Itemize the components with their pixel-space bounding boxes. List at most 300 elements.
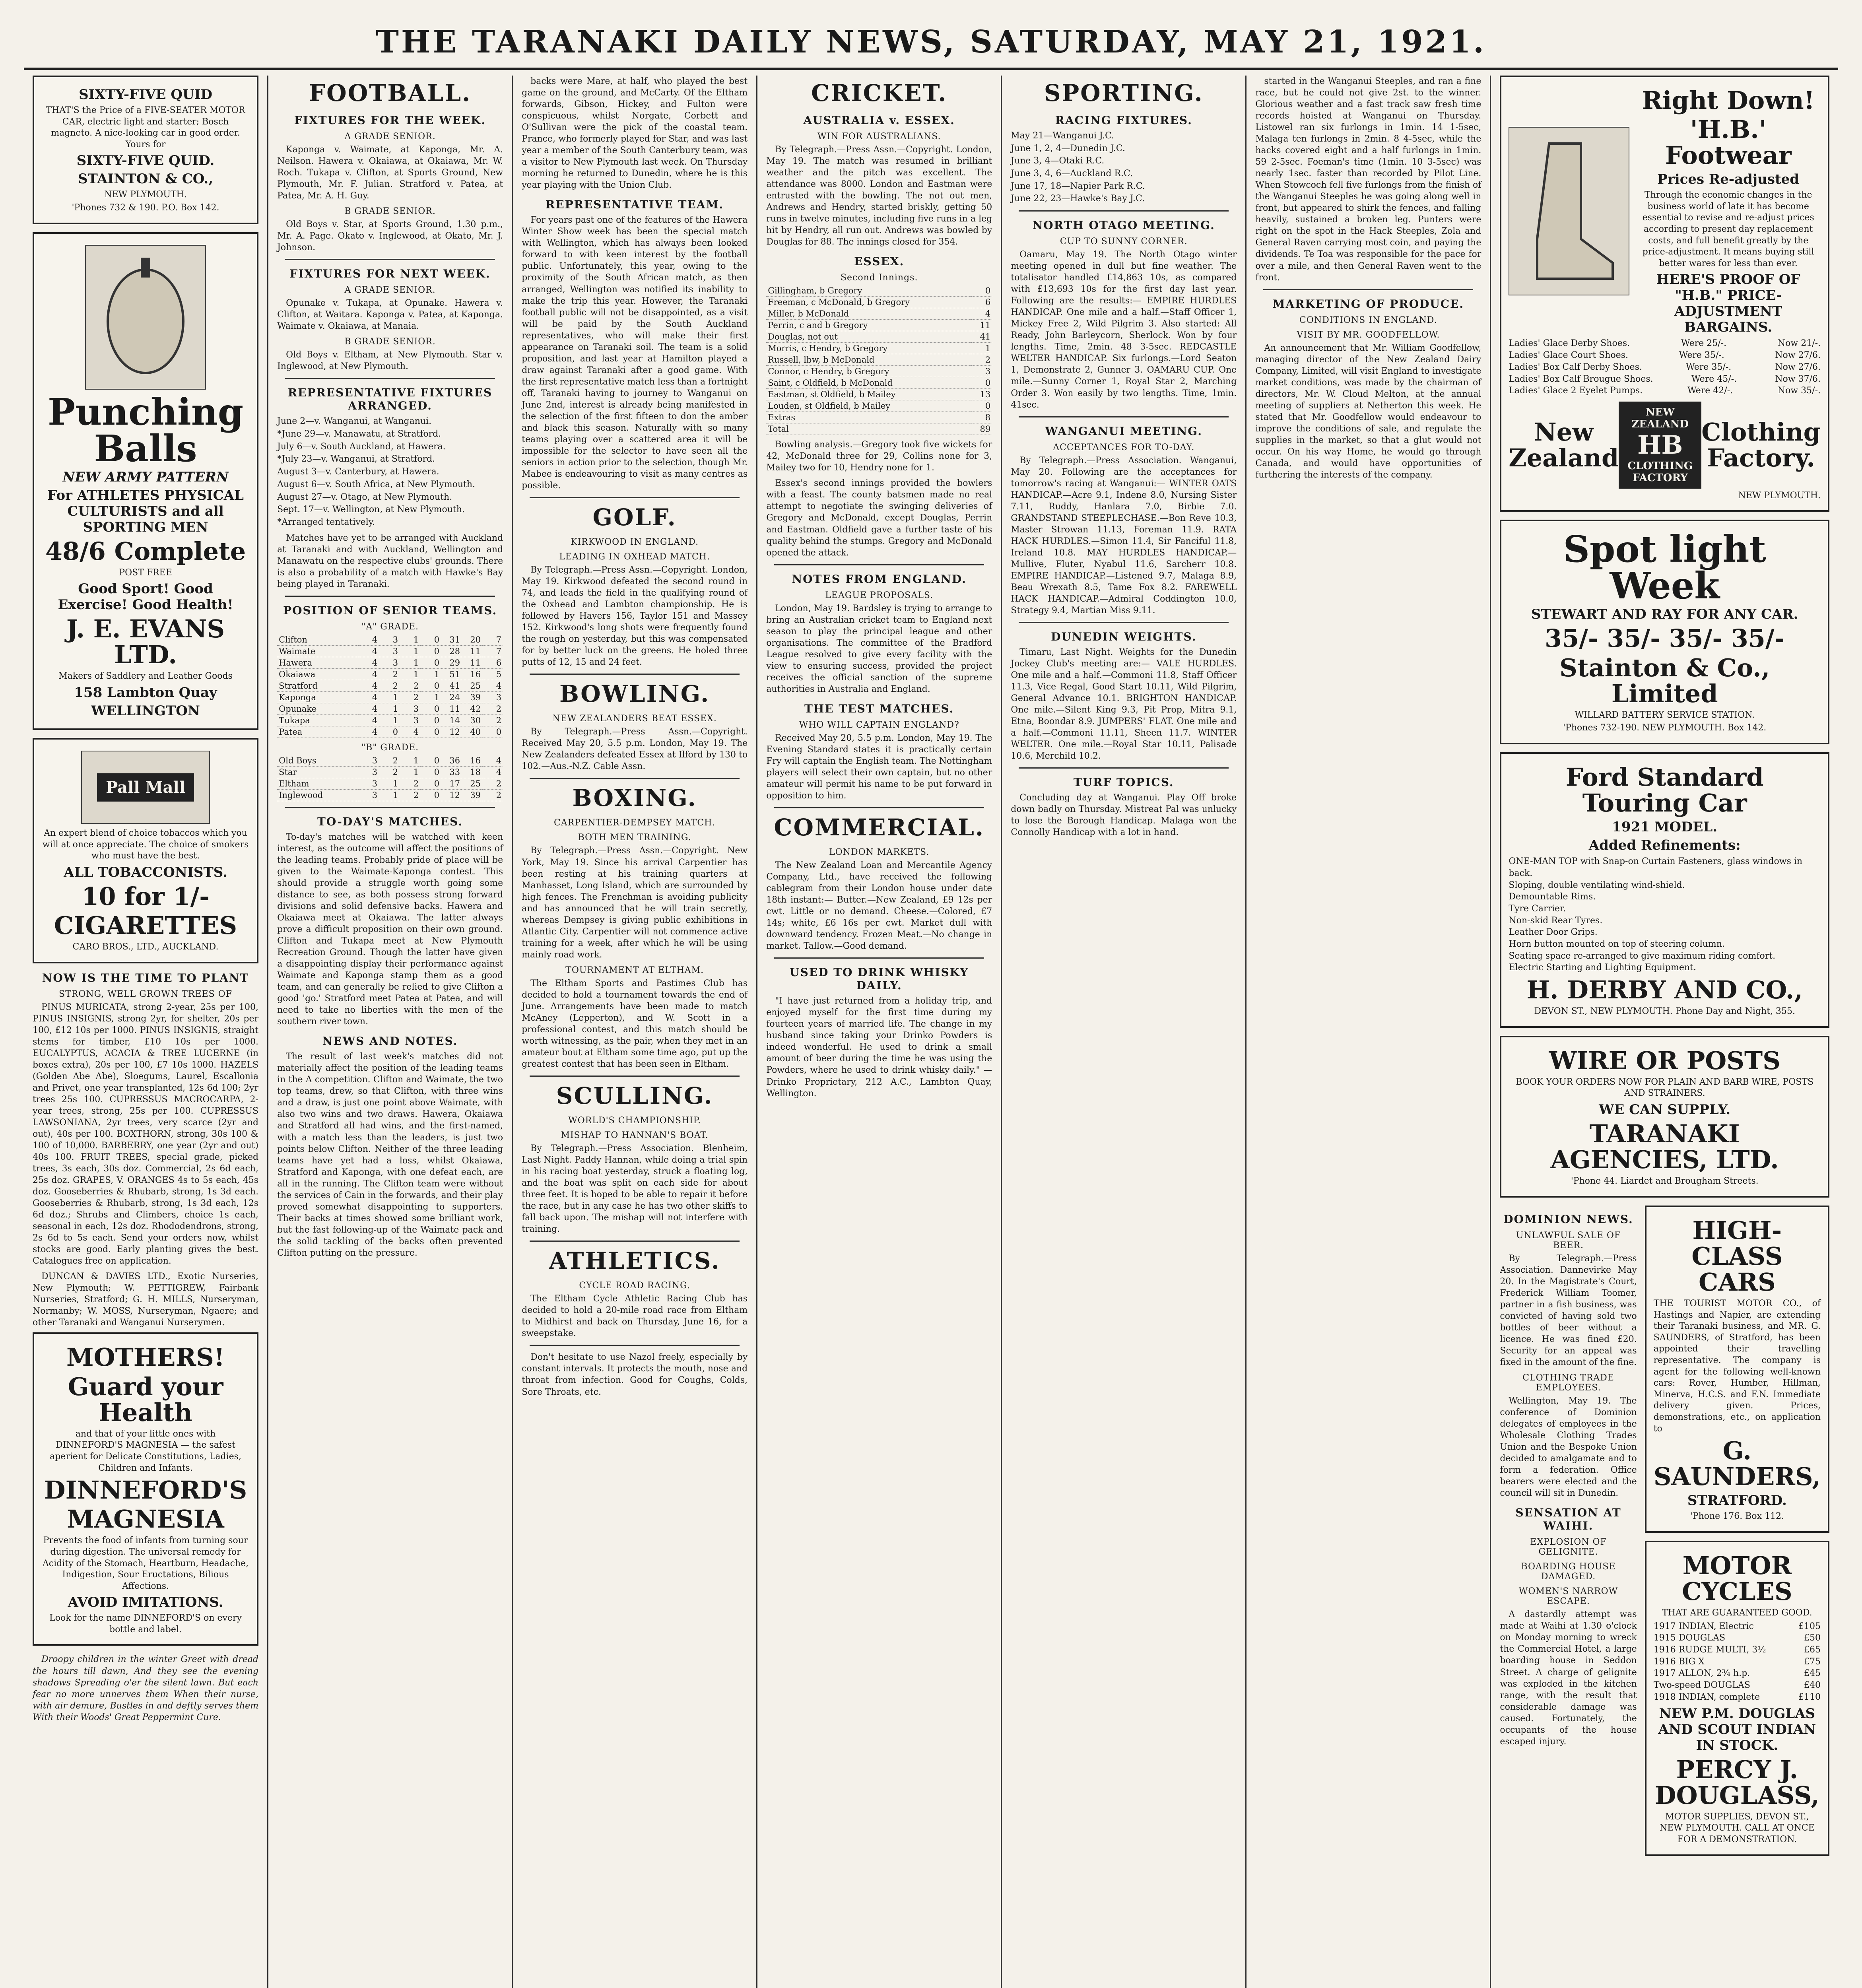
table-cell: 4 bbox=[358, 691, 379, 703]
price-now: Now 21/-. bbox=[1777, 338, 1821, 349]
table-cell: 1 bbox=[379, 714, 400, 726]
table-cell: 36 bbox=[441, 755, 462, 767]
poem: Droopy children in the winter Greet with dread the hours till dawn, And they see the evening shadows Spreading o'er the silent lawn. But each fear no more unnerves them When their nurse, with air demure, Bustles in and deftly serves them With their Woods' Great Peppermint Cure. bbox=[33, 1654, 259, 1722]
table-row bbox=[766, 320, 992, 331]
column-ads bbox=[1491, 76, 1838, 1988]
plant-firm: DUNCAN & DAVIES LTD., Exotic Nurseries, New Plymouth; W. PETTIGREW, Fairbank Nurseries, Stratford; G. H. MILLS, Nurseryman, Normanby; W. MOSS, Nurseryman, Ngaere; and other Taranaki and Wanganui Nurserymen. bbox=[33, 1272, 259, 1328]
table-cell: 1 bbox=[971, 343, 992, 354]
table-cell: 0 bbox=[482, 726, 503, 738]
table-cell: Waimate bbox=[277, 645, 358, 657]
waihi-sub2: BOARDING HOUSE DAMAGED. bbox=[1521, 1562, 1616, 1582]
racing-fixtures-list bbox=[1011, 130, 1237, 205]
table-row bbox=[766, 423, 992, 435]
hb-logo-bottom: CLOTHING FACTORY bbox=[1627, 460, 1693, 484]
ford-addr: DEVON ST., NEW PLYMOUTH. Phone Day and Night, 355. bbox=[1534, 1006, 1796, 1017]
table-row bbox=[766, 331, 992, 343]
divider bbox=[285, 807, 495, 808]
b-grade-heading: "B" GRADE. bbox=[361, 742, 419, 753]
price-now: Now 35/-. bbox=[1777, 386, 1821, 396]
waihi-sub: EXPLOSION OF GELIGNITE. bbox=[1530, 1537, 1607, 1557]
moto-title: MOTOR CYCLES bbox=[1682, 1551, 1792, 1606]
table-cell: 17 bbox=[441, 778, 462, 789]
table-row bbox=[277, 703, 503, 714]
moto-item: 1915 DOUGLAS bbox=[1653, 1633, 1726, 1643]
table-cell: 4 bbox=[358, 645, 379, 657]
table-cell: 2 bbox=[400, 778, 420, 789]
table-cell: 3 bbox=[400, 714, 420, 726]
produce-body: An announcement that Mr. William Goodfellow, managing director of the New Zealand Dairy Company, Limited, will visit England to investigate market conditions, was made by the chairman of directors, Mr. W. Cloud Melton, at the annual meeting of suppliers at Netherton this week. He stated that Mr. Goodfellow would endeavour to improve the conditions of sale, and regulate the supplies in the market, so that a glut would not occur. On his way Home, he would go through Canada, and would have opportunities of furthering the interests of the company. bbox=[1255, 343, 1481, 480]
mag-look: Look for the name DINNEFORD'S on every bottle and label. bbox=[49, 1613, 242, 1635]
todays-matches-heading: TO-DAY'S MATCHES. bbox=[317, 815, 463, 828]
spot-sub: STEWART AND RAY FOR ANY CAR. bbox=[1531, 606, 1798, 623]
table-cell: 1 bbox=[400, 766, 420, 778]
athletics-body: The Eltham Cycle Athletic Racing Club has decided to hold a 20-mile road race from Eltham to Midhirst and back on Thursday, June 16, for a sweepstake. bbox=[522, 1294, 748, 1339]
table-cell: Opunake bbox=[277, 703, 358, 714]
moto-item: 1916 RUDGE MULTI, 3½ bbox=[1653, 1645, 1766, 1655]
moto-sub: THAT ARE GUARANTEED GOOD. bbox=[1662, 1608, 1812, 1618]
price-was: Were 42/-. bbox=[1687, 386, 1733, 396]
next-b-heading: B GRADE SENIOR. bbox=[344, 337, 436, 347]
list-item: Sloping, double ventilating wind-shield. bbox=[1509, 880, 1685, 890]
ford-firm: H. DERBY AND CO., bbox=[1526, 975, 1803, 1004]
list-item bbox=[1509, 361, 1821, 373]
commercial-title: COMMERCIAL. bbox=[774, 814, 985, 841]
table-cell: 16 bbox=[462, 668, 482, 680]
list-item: Sept. 17—v. Wellington, at New Plymouth. bbox=[277, 505, 465, 515]
table-cell: Morris, c Hendry, b Gregory bbox=[766, 343, 971, 354]
table-cell: 3 bbox=[379, 634, 400, 646]
table-row bbox=[766, 308, 992, 320]
table-row bbox=[277, 714, 503, 726]
ad-motor-cycles bbox=[1645, 1541, 1829, 1856]
ad-car-heading: SIXTY-FIVE QUID bbox=[79, 87, 212, 103]
boxing-heading: CARPENTIER-DEMPSEY MATCH. bbox=[553, 818, 716, 828]
ad-pm-cig: CIGARETTES bbox=[54, 911, 237, 940]
boxing-sub: BOTH MEN TRAINING. bbox=[578, 833, 691, 843]
ad-car-firm: STAINTON & CO., bbox=[78, 171, 214, 187]
table-cell: Connor, c Hendry, b Gregory bbox=[766, 366, 971, 377]
table-cell: 41 bbox=[971, 331, 992, 343]
divider bbox=[1019, 416, 1229, 417]
table-cell: 12 bbox=[441, 726, 462, 738]
spot-firm: Stainton & Co., Limited bbox=[1559, 653, 1770, 708]
ad-pm-all: ALL TOBACCONISTS. bbox=[64, 864, 227, 880]
moto-price: £110 bbox=[1798, 1692, 1821, 1702]
table-cell: 0 bbox=[379, 726, 400, 738]
bowling-title: BOWLING. bbox=[559, 680, 710, 708]
table-cell: Okaiawa bbox=[277, 668, 358, 680]
moto-new: NEW P.M. DOUGLAS AND SCOUT INDIAN IN STOCK. bbox=[1658, 1705, 1816, 1753]
price-item: Ladies' Glace 2 Eyelet Pumps. bbox=[1509, 386, 1643, 396]
table-cell: 5 bbox=[482, 668, 503, 680]
table-cell: 30 bbox=[462, 714, 482, 726]
table-cell: 2 bbox=[971, 354, 992, 366]
list-item: August 6—v. South Africa, at New Plymouth. bbox=[277, 479, 475, 489]
table-cell: 4 bbox=[482, 766, 503, 778]
table-cell: 39 bbox=[462, 691, 482, 703]
table-cell: 0 bbox=[420, 766, 441, 778]
table-cell: 7 bbox=[482, 645, 503, 657]
divider bbox=[1019, 622, 1229, 623]
table-row bbox=[766, 389, 992, 400]
clothing-body: Wellington, May 19. The conference of Dominion delegates of employees in the Wholesale Clothing Trades Union and the Bespoke Union decided to amalgamate and to form a federation. Office bearers were elected and the council will sit in Dunedin. bbox=[1500, 1396, 1637, 1499]
divider bbox=[530, 1241, 740, 1242]
sporting-title: SPORTING. bbox=[1044, 80, 1204, 107]
commercial-body: The New Zealand Loan and Mercantile Agency Company, Ltd., have received the following cablegram from their London house under date 18th instant:— Butter.—New Zealand, £9 12s per cwt. Little or no demand. Cheese.—Colored, £7 14s; white, £6 16s per cwt. Market dull with downward tendency. Frozen Meat.—No change in market. Tallow.—Good demand. bbox=[766, 860, 992, 951]
hb-title: 'H.B.' Footwear bbox=[1665, 115, 1792, 170]
athletics-title: ATHLETICS. bbox=[549, 1247, 720, 1275]
list-item bbox=[1509, 385, 1821, 397]
price-was: Were 45/-. bbox=[1691, 374, 1737, 384]
table-row bbox=[277, 645, 503, 657]
hb-body: Through the economic changes in the business world of late it has become essential to revise and re-adjust prices according to present day replacement costs, and full benefit greatly by the price-adjustment. It means buying still better wares for less than ever. bbox=[1642, 190, 1814, 268]
ad-pm-price: 10 for 1/- bbox=[82, 881, 210, 911]
list-item: July 6—v. South Auckland, at Hawera. bbox=[277, 441, 446, 452]
list-item bbox=[1654, 1644, 1821, 1656]
table-cell: 4 bbox=[358, 634, 379, 646]
waihi-body: A dastardly attempt was made at Waihi at 1.30 o'clock on Monday morning to wreck the Commercial Hotel, a large boarding house in Seddon Street. A charge of gelignite was exploded in the kitchen range, with the result that considerable damage was caused. Fortunately, the occupants of the house escaped injury. bbox=[1500, 1609, 1637, 1747]
masthead-title: THE TARANAKI DAILY NEWS, SATURDAY, MAY 21, 1921. bbox=[375, 23, 1487, 60]
table-cell: 1 bbox=[379, 703, 400, 714]
table-cell: 3 bbox=[379, 657, 400, 668]
table-row bbox=[766, 354, 992, 366]
table-cell: 0 bbox=[420, 714, 441, 726]
ad-balls-for: For ATHLETES PHYSICAL CULTURISTS and all SPORTING MEN bbox=[47, 487, 244, 535]
moto-price: £65 bbox=[1804, 1645, 1821, 1655]
cars-town: STRATFORD. bbox=[1687, 1493, 1787, 1509]
tourn-body: The Eltham Sports and Pastimes Club has decided to hold a tournament towards the end of June. Arrangements have been made to match McAney (Lepperton), and W. Scott in a professional contest, and this match should be worth witnessing, as the pair, when they met in an amateur bout at Eltham some time ago, put up the greatest contest that has been seen in Eltham. bbox=[522, 978, 748, 1069]
table-cell: Saint, c Oldfield, b McDonald bbox=[766, 377, 971, 389]
table-cell: Kaponga bbox=[277, 691, 358, 703]
table-cell: 51 bbox=[441, 668, 462, 680]
mag-avoid: AVOID IMITATIONS. bbox=[68, 1594, 223, 1611]
wanganui-sub: ACCEPTANCES FOR TO-DAY. bbox=[1053, 442, 1195, 452]
table-cell: Douglas, not out bbox=[766, 331, 971, 343]
table-cell: 4 bbox=[358, 703, 379, 714]
table-cell: 1 bbox=[379, 778, 400, 789]
divider bbox=[1019, 767, 1229, 769]
hb-left: New Zealand bbox=[1509, 417, 1619, 473]
table-row bbox=[277, 778, 503, 789]
sculling-title: SCULLING. bbox=[556, 1082, 713, 1110]
hb-heading: Right Down! bbox=[1642, 86, 1815, 115]
list-item: June 2—v. Wanganui, at Wanganui. bbox=[277, 416, 432, 427]
table-cell: 1 bbox=[400, 657, 420, 668]
test-body: Received May 20, 5.5 p.m. London, May 19. The Evening Standard states it is practically certain Fry will captain the English team. The Nottingham players will select their own captain, but no other amateur will permit his name to be put forward in opposition to him. bbox=[766, 733, 992, 801]
next-b-body: Old Boys v. Eltham, at New Plymouth. Star v. Inglewood, at New Plymouth. bbox=[277, 350, 503, 372]
table-cell: 0 bbox=[420, 645, 441, 657]
athletics-heading: CYCLE ROAD RACING. bbox=[579, 1281, 690, 1291]
sculling-heading: WORLD'S CHAMPIONSHIP. bbox=[568, 1116, 701, 1126]
list-item bbox=[1509, 349, 1821, 361]
table-cell: 0 bbox=[420, 703, 441, 714]
cricket-heading: AUSTRALIA v. ESSEX. bbox=[803, 114, 955, 127]
essex-scorecard bbox=[766, 285, 992, 435]
football-title: FOOTBALL. bbox=[309, 80, 472, 107]
turf-body: Concluding day at Wanganui. Play Off broke down badly on Thursday. Mistreat Pal was unlucky to lose the Borough Handicap. Malaga won the Connolly Handicap with a lot in hand. bbox=[1011, 793, 1237, 838]
next-a-body: Opunake v. Tukapa, at Opunake. Hawera v. Clifton, at Waitara. Kaponga v. Patea, at Kaponga. Waimate v. Okaiawa, at Manaia. bbox=[277, 298, 503, 332]
ford-title: Ford Standard Touring Car bbox=[1565, 762, 1764, 818]
todays-matches-body: To-day's matches will be watched with keen interest, as the outcome will affect the positions of the leading teams. Probably pride of place will be given to the Waimate-Kaponga contest. This should provide a struggle worth going some distance to see, as both possess strong forward divisions and solid defensive backs. Hawera and Okaiawa meet at Okaiawa. The latter always prove a difficult proposition on their own ground. Clifton and Tukapa meet at New Plymouth Recreation Ground. Though the latter have given a disappointing display their performance against Waimate and Kaponga stamp them as a good team, and can generally be relied to give Clifton a good 'go.' Stratford meet Patea at Patea, and will need to take no liberties with the men of the southern river town. bbox=[277, 832, 503, 1027]
table-row bbox=[277, 680, 503, 691]
a-senior-heading: A GRADE SENIOR. bbox=[344, 132, 436, 142]
table-cell: Eastman, st Oldfield, b Mailey bbox=[766, 389, 971, 400]
hb-logo: HB bbox=[1637, 430, 1683, 460]
list-item: June 22, 23—Hawke's Bay J.C. bbox=[1011, 194, 1145, 204]
mag-body2: Prevents the food of infants from turning sour during digestion. The universal remedy for Acidity of the Stomach, Heartburn, Headache, Indigestion, Sour Eructations, Bilious Affections. bbox=[42, 1536, 249, 1591]
mag-brand2: MAGNESIA bbox=[67, 1505, 224, 1534]
table-cell: 25 bbox=[462, 778, 482, 789]
a-grade-table bbox=[277, 634, 503, 738]
moto-price: £75 bbox=[1804, 1656, 1821, 1667]
list-item: ONE-MAN TOP with Snap-on Curtain Fasteners, glass windows in back. bbox=[1509, 856, 1803, 878]
golf-title: GOLF. bbox=[592, 504, 677, 531]
plant-heading: NOW IS THE TIME TO PLANT bbox=[42, 971, 249, 984]
test-sub: WHO WILL CAPTAIN ENGLAND? bbox=[799, 720, 959, 730]
price-item: Ladies' Box Calf Brougue Shoes. bbox=[1509, 374, 1653, 384]
table-cell: 3 bbox=[400, 703, 420, 714]
table-cell: 39 bbox=[462, 789, 482, 801]
table-row bbox=[766, 377, 992, 389]
divider bbox=[285, 259, 495, 260]
price-now: Now 37/6. bbox=[1775, 374, 1821, 384]
table-cell: Hawera bbox=[277, 657, 358, 668]
hb-price-list bbox=[1509, 338, 1821, 396]
table-cell: 2 bbox=[482, 703, 503, 714]
ad-balls-sub: NEW ARMY PATTERN bbox=[62, 469, 229, 485]
table-cell: 1 bbox=[400, 645, 420, 657]
ad-car-body: THAT'S the Price of a FIVE-SEATER MOTOR CAR, electric light and starter; Bosch magneto. A nice-looking car in good order. Yours for bbox=[46, 105, 245, 149]
table-cell: 1 bbox=[379, 691, 400, 703]
table-cell: 12 bbox=[441, 789, 462, 801]
football-cont-body: backs were Mare, at half, who played the best game on the ground, and McCarty. Of the Eltham forwards, Gibson, Hickey, and Fulton were conspicuous, whilst Norgate, Corbett and O'Sullivan were the pick of the coastal team. Prance, who formerly played for Star, and was last year a member of the South Canterbury team, was a visitor to New Plymouth last week. On Thursday morning he returned to Dunedin, where he is this year playing with the Union Club. bbox=[522, 76, 748, 190]
table-cell: 42 bbox=[462, 703, 482, 714]
list-item bbox=[1509, 373, 1821, 385]
list-item bbox=[1654, 1621, 1821, 1633]
table-cell: 4 bbox=[400, 726, 420, 738]
table-cell: 0 bbox=[420, 634, 441, 646]
table-cell: 4 bbox=[971, 308, 992, 320]
table-cell: 6 bbox=[971, 297, 992, 308]
table-cell: 41 bbox=[441, 680, 462, 691]
list-item: *July 23—v. Wanganui, at Stratford. bbox=[277, 454, 435, 464]
table-cell: 18 bbox=[462, 766, 482, 778]
wanganui-body: By Telegraph.—Press Association. Wanganui, May 20. Following are the acceptances for tomorrow's racing at Wanganui:— WINTER OATS HANDICAP.—Acre 9.1, Indene 8.0, Nursing Sister 7.11, Ruddy, Hanlara 7.0, Birbie 7.0. GRANDSTAND STEEPLECHASE.—Bon Reve 10.3, Master Strowan 11.13, Foreman 11.9. RATA HACK HURDLES.—Simon 11.4, Sir Fanciful 11.8, Ireland 10.8. MAY HURDLES HANDICAP.—Mullive, Fluter, Nyabul 11.6, Sarcherr 10.8. EMPIRE HANDICAP.—Listened 9.7, Malaga 8.9, Beau Wrexath 8.5, Tame Fox 8.2. FAREWELL HACK HANDICAP.—Admiral Coddington 10.0, Strategy 9.4, Martian Miss 9.11. bbox=[1011, 455, 1237, 615]
ad-ford bbox=[1500, 752, 1829, 1028]
spot-title: Spot light Week bbox=[1563, 528, 1766, 608]
a-grade-heading: "A" GRADE. bbox=[361, 621, 419, 632]
divider bbox=[774, 807, 984, 808]
table-cell: Eltham bbox=[277, 778, 358, 789]
wire-firm: TARANAKI AGENCIES, LTD. bbox=[1550, 1119, 1779, 1175]
mag-body: and that of your little ones with DINNEFORD'S MAGNESIA — the safest aperient for Delicate Constitutions, Ladies, Children and Infants. bbox=[50, 1429, 241, 1473]
moto-item: 1917 INDIAN, Electric bbox=[1653, 1621, 1754, 1631]
price-was: Were 35/-. bbox=[1679, 350, 1724, 361]
list-item bbox=[1654, 1632, 1821, 1644]
table-cell: 2 bbox=[379, 766, 400, 778]
moto-price: £45 bbox=[1804, 1668, 1821, 1679]
racing-heading: RACING FIXTURES. bbox=[1055, 114, 1192, 127]
table-row bbox=[766, 285, 992, 297]
cricket-analysis: Bowling analysis.—Gregory took five wickets for 42, McDonald three for 29, Collins none for 3, Mailey two for 10, Hendry none for 1. bbox=[766, 440, 992, 473]
divider bbox=[530, 1345, 740, 1346]
golf-heading: KIRKWOOD IN ENGLAND. bbox=[571, 537, 699, 547]
table-cell: Freeman, c McDonald, b Gregory bbox=[766, 297, 971, 308]
divider bbox=[530, 778, 740, 779]
price-item: Ladies' Glace Court Shoes. bbox=[1509, 350, 1629, 361]
divider bbox=[285, 596, 495, 597]
table-cell: 3 bbox=[358, 778, 379, 789]
table-cell: 7 bbox=[482, 634, 503, 646]
table-cell: Miller, b McDonald bbox=[766, 308, 971, 320]
boxing-title: BOXING. bbox=[572, 784, 697, 812]
ad-balls-slogan: Good Sport! Good Exercise! Good Health! bbox=[58, 581, 233, 613]
commercial-heading: LONDON MARKETS. bbox=[829, 847, 930, 858]
produce-sub2: VISIT BY MR. GOODFELLOW. bbox=[1297, 330, 1440, 340]
wire-supply: WE CAN SUPPLY. bbox=[1599, 1101, 1731, 1118]
table-cell: 3 bbox=[358, 766, 379, 778]
table-row bbox=[766, 412, 992, 423]
masthead bbox=[24, 16, 1838, 70]
whisky-body: "I have just returned from a holiday trip, and enjoyed myself for the first time during my fourteen years of married life. The change in my husband since taking your Drinko Powders is indeed wonderful. He used to drink a small amount of beer during the time he was using the Powders, where he used to drink whisky daily." — Drinko Proprietary, 212 A.C., Lambton Quay, Wellington. bbox=[766, 996, 992, 1099]
table-cell: 25 bbox=[462, 680, 482, 691]
table-cell: 2 bbox=[482, 778, 503, 789]
plant-sub: STRONG, WELL GROWN TREES OF bbox=[59, 989, 233, 999]
table-cell: 1 bbox=[420, 691, 441, 703]
column-4 bbox=[757, 76, 1002, 1988]
table-row bbox=[277, 668, 503, 680]
table-cell: 13 bbox=[971, 389, 992, 400]
table-cell: 2 bbox=[379, 680, 400, 691]
table-cell: 0 bbox=[420, 726, 441, 738]
ad-car-town: NEW PLYMOUTH. bbox=[104, 190, 187, 200]
moto-price: £40 bbox=[1804, 1680, 1821, 1691]
hb-town: NEW PLYMOUTH. bbox=[1738, 490, 1821, 501]
table-cell: 0 bbox=[971, 285, 992, 297]
produce-heading: MARKETING OF PRODUCE. bbox=[1272, 297, 1464, 311]
table-cell: 0 bbox=[420, 657, 441, 668]
table-cell: Extras bbox=[766, 412, 971, 423]
divider bbox=[774, 957, 984, 959]
divider bbox=[530, 1076, 740, 1077]
table-cell: 16 bbox=[462, 755, 482, 767]
list-item: Tyre Carrier. bbox=[1509, 903, 1566, 914]
produce-sub: CONDITIONS IN ENGLAND. bbox=[1299, 315, 1437, 325]
otago-sub: CUP TO SUNNY CORNER. bbox=[1060, 237, 1188, 247]
table-cell: Inglewood bbox=[277, 789, 358, 801]
table-cell: 2 bbox=[400, 789, 420, 801]
spot-station: WILLARD BATTERY SERVICE STATION. bbox=[1575, 710, 1755, 720]
notes-sub: LEAGUE PROPOSALS. bbox=[825, 590, 934, 600]
column-1 bbox=[24, 76, 268, 1988]
price-now: Now 27/6. bbox=[1775, 350, 1821, 361]
moto-item: Two-speed DOUGLAS bbox=[1653, 1680, 1750, 1691]
table-cell: 0 bbox=[420, 778, 441, 789]
table-cell: 1 bbox=[400, 668, 420, 680]
ad-balls-firm: J. E. EVANS LTD. bbox=[66, 614, 225, 670]
table-cell: 11 bbox=[441, 703, 462, 714]
ad-balls-post: POST FREE bbox=[119, 567, 172, 578]
list-item: June 17, 18—Napier Park R.C. bbox=[1011, 181, 1145, 191]
table-cell: 0 bbox=[420, 755, 441, 767]
mag-sub: Guard your Health bbox=[68, 1372, 223, 1427]
essex-heading: ESSEX. bbox=[854, 255, 905, 268]
list-item: Horn button mounted on top of steering column. bbox=[1509, 939, 1725, 949]
table-cell: 2 bbox=[379, 668, 400, 680]
dominion-body: By Telegraph.—Press Association. Dannevirke May 20. In the Magistrate's Court, Frederick William Toomer, partner in a fish business, was convicted of having sold two bottles of beer without a licence. He was fined £20. Security for an appeal was fixed in the amount of the fine. bbox=[1500, 1253, 1637, 1368]
ford-added: Added Refinements: bbox=[1588, 837, 1741, 854]
waihi-heading: SENSATION AT WAIHI. bbox=[1515, 1506, 1621, 1533]
dominion-sub: UNLAWFUL SALE OF BEER. bbox=[1516, 1230, 1621, 1250]
cars-firm: G. SAUNDERS, bbox=[1653, 1436, 1821, 1491]
moto-item: 1916 BIG X bbox=[1653, 1656, 1705, 1667]
column-6 bbox=[1247, 76, 1491, 1988]
b-senior-body: Old Boys v. Star, at Sports Ground, 1.30 p.m., Mr. A. Page. Okato v. Inglewood, at Okato, Mr. J. Johnson. bbox=[277, 219, 503, 253]
table-cell: Patea bbox=[277, 726, 358, 738]
hb-proof: HERE'S PROOF OF "H.B." PRICE-ADJUSTMENT BARGAINS. bbox=[1656, 272, 1800, 336]
news-notes-body: The result of last week's matches did not materially affect the position of the leading teams in the A competition. Clifton and Waimate, the two top teams, drew, so that Clifton, with three wins and a draw, is just one point above Waimate, with also two wins and two draws. Hawera, Okaiawa and Stratford all had wins, and the first-named, with a match less than the leaders, is just two points below Clifton. Neither of the three leading teams have yet had a loss, whilst Okaiawa, Stratford and Kaponga, with one defeat each, are all in the running. The Clifton team were without the services of Cain in the forwards, and their play proved somewhat disappointing to supporters. Their backs at times showed some brilliant work, but the fast following-up of the Waimate pack and the solid tackling of the backs often prevented Clifton putting on the pressure. bbox=[277, 1052, 503, 1258]
ad-car-price: SIXTY-FIVE QUID. bbox=[76, 153, 215, 169]
hb-sub: Prices Re-adjusted bbox=[1657, 171, 1800, 188]
cigarette-tin-icon bbox=[81, 751, 210, 824]
hb-logo-top: NEW ZEALAND bbox=[1631, 406, 1689, 430]
table-row bbox=[277, 789, 503, 801]
column-2 bbox=[268, 76, 513, 1988]
rep-fixtures-heading: REPRESENTATIVE FIXTURES ARRANGED. bbox=[287, 386, 493, 413]
table-cell: Total bbox=[766, 423, 971, 435]
moto-item: 1918 INDIAN, complete bbox=[1653, 1692, 1760, 1702]
spot-phone: 'Phones 732-190. NEW PLYMOUTH. Box 142. bbox=[1563, 723, 1767, 733]
table-cell: 6 bbox=[482, 657, 503, 668]
list-item: June 1, 2, 4—Dunedin J.C. bbox=[1011, 143, 1125, 153]
table-cell: Russell, lbw, b McDonald bbox=[766, 354, 971, 366]
rep-team-body: For years past one of the features of the Hawera Winter Show week has been the special match with Wellington, which has always been looked forward to with keen interest by the football public. Unfortunately, this year, owing to the proximity of the South African match, as then arranged, Wellington was notified its inability to make the trip this year. However, the Taranaki football public will not be disappointed, as a visit will be paid by the South Auckland representatives, who will make their first appearance on Taranaki soil. The team is a solid proposition, and last year at Hamilton played a draw against Taranaki after a good game. With the first representative match less than a fortnight off, Taranaki having to journey to Wanganui on June 2nd, interest is already being manifested in the selection of the first fifteen to don the amber and black this season. Naturally with so many teams playing over a scattered area it will be impossible for the selector to have seen all the seniors in action prior to the selection, though Mr. Mabee is endeavouring to visit as many centres as possible. bbox=[522, 215, 748, 491]
wire-body: BOOK YOUR ORDERS NOW FOR PLAIN AND BARB WIRE, POSTS AND STRAINERS. bbox=[1516, 1077, 1814, 1099]
moto-price: £50 bbox=[1804, 1633, 1821, 1643]
test-heading: THE TEST MATCHES. bbox=[804, 702, 954, 715]
table-row bbox=[766, 366, 992, 377]
table-cell: 1 bbox=[400, 755, 420, 767]
list-item bbox=[1654, 1679, 1821, 1691]
table-cell: 4 bbox=[358, 680, 379, 691]
list-item: Seating space re-arranged to give maximum riding comfort. bbox=[1509, 951, 1776, 961]
moto-price: £105 bbox=[1798, 1621, 1821, 1631]
plant-body: PINUS MURICATA, strong 2-year, 25s per 100, PINUS INSIGNIS, strong 2yr, for shelter, 20s per 100, £12 10s per 1000. PINUS INSIGNIS, straight stems for timber, £10 10s per 1000. EUCALYPTUS, ACACIA & TREE LUCERNE (in boxes extra), 20s per 100, £7 10s 1000. HAZELS (Golden Abe Abe), Sloegums, Laurel, Escallonia and Privet, one year transplanted, 12s 6d 100; 2yr trees 25s 100. CUPRESSUS MACROCARPA, 2-year trees, strong, 25s per 100. CUPRESSUS LAWSONIANA, 2yr trees, very scarce (2yr and out), 40s per 100. BOXTHORN, strong, 30s 100 & 100 of 10,000. BARBERRY, one year (2yr and out) 40s 100. FRUIT TREES, special grade, picked trees, 3s each, 30s doz. Commercial, 2s 6d each, 25s doz. GRAPES, V. ORANGES 4s to 5s each, 45s doz. Gooseberries & Rhubarb, strong, 1s 3d each. Gooseberries & Rhubarb, strong, 1s 3d each, 12s 6d doz.; Shrubs and Climbers, choice 1s each, seasonal in each, 12s doz. Rhododendrons, strong, 2s 6d to 5s each. Send your orders now, whilst stocks are good. Early planting gives the best. Catalogues free on application. bbox=[33, 1002, 259, 1266]
moto-addr: MOTOR SUPPLIES, DEVON ST., NEW PLYMOUTH. CALL AT ONCE FOR A DEMONSTRATION. bbox=[1659, 1811, 1815, 1844]
table-cell: 1 bbox=[400, 634, 420, 646]
moto-firm: PERCY J. DOUGLASS, bbox=[1654, 1755, 1819, 1810]
table-cell: Gillingham, b Gregory bbox=[766, 285, 971, 297]
waihi-sub3: WOMEN'S NARROW ESCAPE. bbox=[1518, 1586, 1618, 1607]
table-row bbox=[277, 766, 503, 778]
columns bbox=[24, 76, 1838, 1988]
boxing-body: By Telegraph.—Press Assn.—Copyright. New York, May 19. Since his arrival Carpentier has been resting at his training quarters at Manhasset, Long Island, which are surrounded by high fences. The Frenchman is avoiding publicity and has announced that he will train secretly, whereas Dempsey is giving public exhibitions in Atlantic City. Carpentier will not commence active training for a week, after which he will be using mainly road work. bbox=[522, 846, 748, 960]
table-cell: 3 bbox=[358, 755, 379, 767]
table-cell: Old Boys bbox=[277, 755, 358, 767]
table-cell: 0 bbox=[420, 789, 441, 801]
sculling-sub: MISHAP TO HANNAN'S BOAT. bbox=[561, 1130, 709, 1141]
ad-pall-mall bbox=[33, 738, 258, 963]
ad-balls-price: 48/6 Complete bbox=[45, 536, 246, 566]
cricket-body: By Telegraph.—Press Assn.—Copyright. London, May 19. The match was resumed in brilliant weather and the pitch was excellent. The attendance was 8000. London and Eastman were entrusted with the bowling. The not out men, Andrews and Hendry, started briskly, getting 50 runs in twelve minutes, including five runs in a leg hit by Hendry, all run out. Andrews was bowled by Douglas for 88. The innings closed for 354. bbox=[766, 145, 992, 247]
table-cell: 3 bbox=[358, 789, 379, 801]
table-cell: 24 bbox=[441, 691, 462, 703]
notes-body: London, May 19. Bardsley is trying to arrange to bring an Australian cricket team to England next season to play the principal league and other organisations. The committee of the Bradford League resolved to give every facility with the view to ensuring success, provided the project receives the official sanction of the supreme authorities in Australia and England. bbox=[766, 603, 992, 694]
table-cell: 4 bbox=[482, 680, 503, 691]
table-cell: 8 bbox=[971, 412, 992, 423]
price-now: Now 27/6. bbox=[1775, 362, 1821, 372]
cricket-sub: WIN FOR AUSTRALIANS. bbox=[817, 132, 941, 142]
